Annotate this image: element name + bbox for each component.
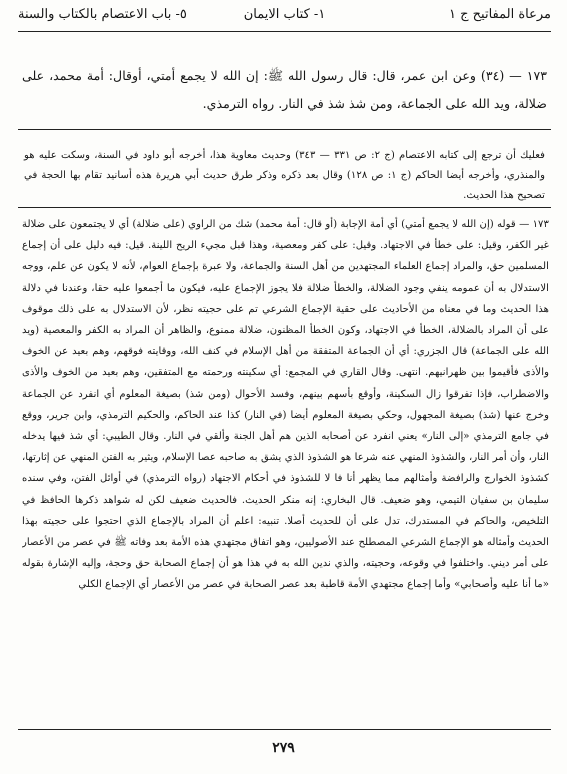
commentary-block: [22, 214, 549, 722]
header-volume: مرعاة المفاتيح ج ١: [449, 7, 551, 22]
section-rule-top: [18, 129, 551, 130]
page-number: ٢٧٩: [272, 740, 295, 756]
hadith-text: ١٧٣ — (٣٤) وعن ابن عمر، قال: قال رسول الله ﷺ: إن الله لا يجمع أمتي، أوقال: أمة محمد، على ضلالة، ويد الله على الجماعة، ومن شذ شذ في النار. رواه الترمذي.: [22, 68, 548, 111]
footnote-continuation: فعليك أن ترجع إلى كتابه الاعتصام (ج ٢: ص ٣٣١ — ٣٤٣) وحديث معاوية هذا، أخرجه أبو داود في السنة، وسكت عليه هو والمنذري، وأخرجه أيضا الحاكم (ج ١: ص ١٢٨) وقال بعد ذكره وذكر طرق حديث أبي هريرة هذه أسانيد تقام بها الحجة في تصحيح هذا الحديث.: [24, 150, 545, 201]
commentary-text: ١٧٣ — قوله (إن الله لا يجمع أمتي) أي أمة الإجابة (أو قال: أمة محمد) شك من الراوي (على ضلالة) أي لا يجتمعون على ضلالة غير الكفر، وقيل: على خطأ في الاجتهاد. وقيل: على كفر ومعصية، وهذا قبل مجيء الريح اللينة. قيل: فيه دليل على أن إجماع المسلمين حق، والمراد إجماع العلماء المجتهدين من أهل السنة والجماعة، ولا عبرة بإجماع العوام، لأنه لا يكون عن علم، ووجه الاستدلال به أن عمومه ينفي وجود الضلالة، والخطأ ضلالة فلا يجوز الإجماع عليه، فيكون ما أجمعوا عليه حقا، وعندنا في دلالة هذا الحديث وما في معناه من الأحاديث على حقية الإجماع الشرعي تم على حجيته نظر، لأن الاستدلال به على ذلك موقوف على أن المراد بالضلالة، الخطأ في الاجتهاد، وكون الخطأ المظنون، ضلالة ممنوع، والظاهر أن المراد به الكفر والمعصية (ويد الله على الجماعة) قال الجزري: أي أن الجماعة المتفقة من أهل الإسلام في كنف الله، ووقايته فوقهم، وهم بعيد عن الخوف والأذى فأقيموا بين ظهرانيهم. انتهى. وقال القاري في المجمع: أي سكينته ورحمته مع المتفقين، وهم بعيد من الخوف والأذى والاضطراب، فإذا تفرقوا زال السكينة، وأوقع بأسهم بينهم، وفسد الأحوال (ومن شذ) بصيغة المعلوم أي انفرد عن الجماعة وخرج عنها (شذ) بصيغة المجهول، وحكي بصيغة المعلوم أيضا (في النار) كذا عند الحاكم، والحكيم الترمذي، وابن جرير، ووقع في جامع الترمذي «إلى النار» يعني انفرد عن أصحابه الذين هم أهل الجنة وألقي في النار. وقال الطيبي: أي شذ فيها يدخله النار، وأن أمر النار، والشذوذ المنهي عنه شرعا هو الشذوذ الذي يشق به صاحبه عصا الإسلام، ويثير به الفتن المنهي عن إثارتها، كشذوذ الخوارج والرافضة وأمثالهم مما يظهر أنا فا لا للشذوذ في أحكام الاجتهاد (رواه الترمذي) في أوائل الفتن، وفي سنده سليمان بن سفيان التيمي، وهو ضعيف. قال البخاري: إنه منكر الحديث. فالحديث ضعيف لكن له شواهد ذكرها الحافظ في التلخيص، والحاكم في المستدرك، تدل على أن للحديث أصلا. تنبيه: اعلم أن المراد بالإجماع الذي احتجوا على حجيته بهذا الحديث وأمثاله هو الإجماع الشرعي المصطلح عند الأصوليين، وهو اتفاق مجتهدي هذه الأمة بعد وفاته ﷺ في عصر من الأعصار على أمر ديني. واختلفوا في وقوعه، وحجيته، والذي ندين الله به في هذا هو أن إجماع الصحابة حق وحجة، وإليه الإشارة بقوله «ما أنا عليه وأصحابي» وأما إجماع مجتهدي الأمة قاطبة بعد عصر الصحابة في عصر من الأعصار أي الإجماع الكلي: [22, 219, 549, 591]
section-rule-bottom: [18, 207, 551, 208]
running-header: [18, 2, 551, 28]
header-rule: [18, 31, 551, 32]
header-chapter: ٥- باب الاعتصام بالكتاب والسنة: [18, 7, 187, 22]
header-book: ١- كتاب الايمان: [243, 7, 326, 22]
footer-rule: [18, 729, 551, 730]
